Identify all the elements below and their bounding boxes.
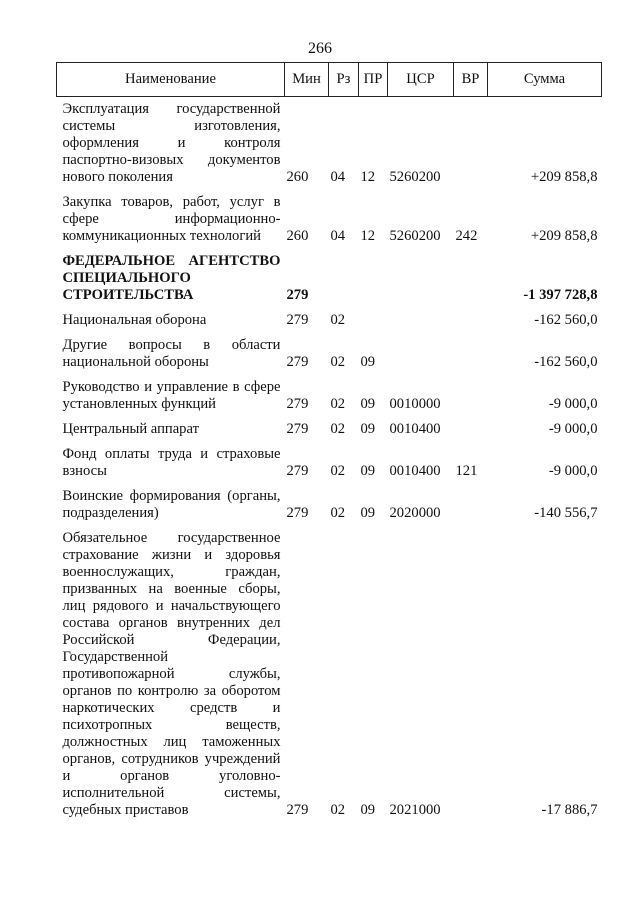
cell-name: Центральный аппарат [62, 421, 199, 437]
table-row [57, 480, 602, 522]
cell-name: Фонд оплаты труда и страховые взносы [62, 446, 281, 479]
cell-vr [454, 522, 488, 819]
header-vr: ВР [454, 63, 488, 97]
cell-rz: 02 [330, 421, 346, 437]
cell-sum: -140 556,7 [534, 505, 598, 521]
cell-min: 279 [286, 354, 309, 370]
cell-pr: 09 [360, 505, 376, 521]
table-row [57, 245, 602, 304]
cell-sum: -9 000,0 [548, 421, 598, 437]
cell-min: 279 [286, 312, 309, 328]
page-number: 266 [308, 40, 332, 57]
cell-vr [454, 329, 488, 371]
cell-vr: 121 [455, 463, 478, 479]
cell-name: Обязательное государственное страхование жизни и здоровья военнослужащих, граждан, призванных на военные сборы, лиц рядового и начальствующего состава органов внутренних дел Российской Федерации, Государственной противопожарной службы, органов по контролю за оборотом наркотических средств и психотропных веществ, должностных лиц таможенных органов, сотрудников учреждений и органов уголовно-исполнительной системы, судебных приставов [62, 530, 281, 818]
cell-csr: 0010400 [389, 421, 441, 437]
header-pr: ПР [359, 63, 388, 97]
table-row [57, 304, 602, 329]
cell-name: Эксплуатация государственной системы изготовления, оформления и контроля паспортно-визовых документов нового поколения [62, 101, 281, 185]
cell-rz: 04 [330, 228, 346, 244]
cell-csr: 2021000 [389, 802, 441, 818]
cell-csr: 2020000 [389, 505, 441, 521]
cell-min: 279 [286, 463, 309, 479]
cell-name: ФЕДЕРАЛЬНОЕ АГЕНТСТВО СПЕЦИАЛЬНОГО СТРОИТЕЛЬСТВА [62, 253, 281, 303]
cell-name: Руководство и управление в сфере установленных функций [62, 379, 281, 412]
cell-min: 260 [286, 169, 309, 185]
cell-min: 279 [286, 505, 309, 521]
cell-vr [454, 413, 488, 438]
cell-rz: 02 [330, 802, 346, 818]
cell-sum: +209 858,8 [530, 228, 598, 244]
cell-pr: 09 [360, 396, 376, 412]
header-csr: ЦСР [388, 63, 454, 97]
table-row [57, 97, 602, 187]
header-sum: Сумма [488, 63, 602, 97]
cell-vr [454, 304, 488, 329]
cell-vr [454, 97, 488, 187]
cell-csr: 0010400 [389, 463, 441, 479]
cell-sum: -162 560,0 [534, 312, 598, 328]
cell-min: 279 [286, 287, 309, 303]
cell-csr: 5260200 [389, 169, 441, 185]
budget-table [56, 62, 602, 819]
cell-csr [388, 329, 454, 371]
table-row [57, 186, 602, 245]
cell-pr [359, 304, 388, 329]
cell-rz: 02 [330, 505, 346, 521]
cell-pr: 12 [360, 169, 376, 185]
cell-sum: -9 000,0 [548, 396, 598, 412]
cell-rz: 02 [330, 463, 346, 479]
table-row [57, 413, 602, 438]
cell-name: Другие вопросы в области национальной обороны [62, 337, 281, 370]
table-row [57, 522, 602, 819]
cell-rz: 02 [330, 396, 346, 412]
cell-min: 279 [286, 802, 309, 818]
cell-rz: 04 [330, 169, 346, 185]
cell-vr: 242 [455, 228, 478, 244]
cell-pr [359, 245, 388, 304]
cell-pr: 09 [360, 421, 376, 437]
cell-sum: +209 858,8 [530, 169, 598, 185]
cell-sum: -162 560,0 [534, 354, 598, 370]
cell-vr [454, 371, 488, 413]
cell-sum: -17 886,7 [541, 802, 598, 818]
cell-name: Воинские формирования (органы, подразделения) [62, 488, 281, 521]
cell-vr [454, 245, 488, 304]
cell-vr [454, 480, 488, 522]
cell-csr [388, 245, 454, 304]
cell-name: Закупка товаров, работ, услуг в сфере информационно-коммуникационных технологий [62, 194, 281, 244]
cell-rz: 02 [330, 354, 346, 370]
cell-csr [388, 304, 454, 329]
header-name: Наименование [57, 63, 285, 97]
cell-csr: 5260200 [389, 228, 441, 244]
cell-sum: -1 397 728,8 [523, 287, 598, 303]
cell-min: 260 [286, 228, 309, 244]
cell-rz: 02 [330, 312, 346, 328]
cell-csr: 0010000 [389, 396, 441, 412]
cell-rz [329, 245, 359, 304]
cell-pr: 09 [360, 354, 376, 370]
cell-pr: 12 [360, 228, 376, 244]
table-row [57, 329, 602, 371]
header-rz: Рз [329, 63, 359, 97]
cell-name: Национальная оборона [62, 312, 207, 328]
table-header [57, 63, 602, 97]
table-row [57, 438, 602, 480]
cell-min: 279 [286, 421, 309, 437]
table-row [57, 371, 602, 413]
header-min: Мин [285, 63, 329, 97]
cell-sum: -9 000,0 [548, 463, 598, 479]
cell-pr: 09 [360, 463, 376, 479]
cell-pr: 09 [360, 802, 376, 818]
cell-min: 279 [286, 396, 309, 412]
